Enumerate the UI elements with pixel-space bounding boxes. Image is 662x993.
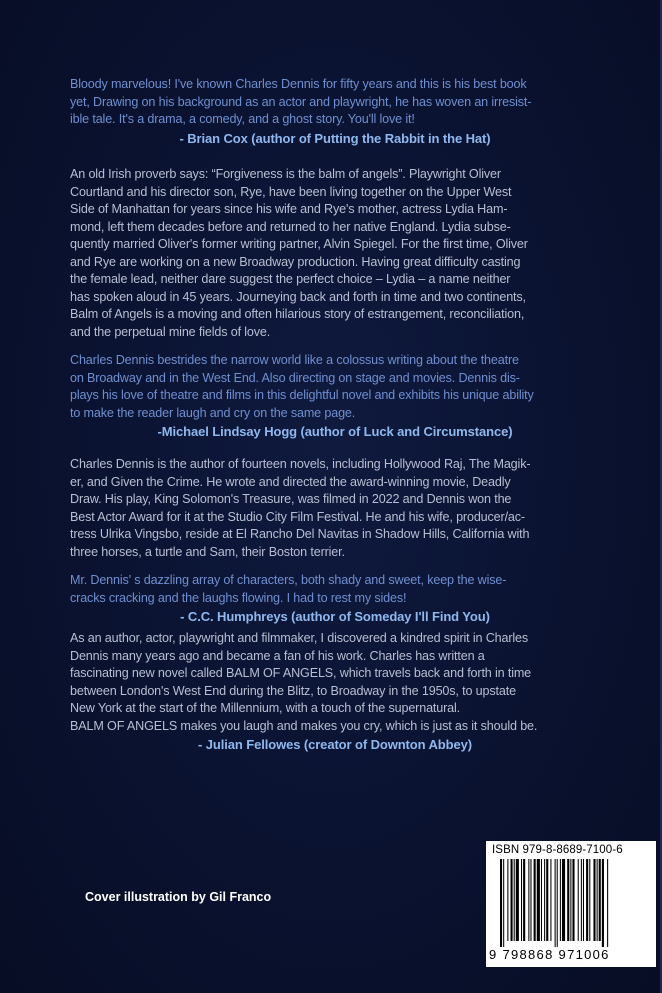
barcode-bar (555, 859, 556, 947)
barcode-bar (507, 859, 508, 941)
description-line: quently married Oliver's former writing partner, Alvin Spiegel. For the first time, Oliver (70, 237, 528, 251)
barcode-bar (528, 859, 529, 941)
description-line: Courtland and his director son, Rye, have been living together on the Upper West (70, 184, 512, 199)
blurb-line: to make the reader laugh and cry on the same page. (70, 405, 356, 420)
barcode-bar (557, 859, 558, 947)
blurb-line: Mr. Dennis' s dazzling array of characters, both shady and sweet, keep the wise- (70, 573, 507, 587)
blurb-line: BALM OF ANGELS makes you laugh and makes you cry, which is just as it should be. (70, 718, 538, 733)
blurb-attribution: - Julian Fellowes (creator of Downton Abbey) (198, 737, 472, 752)
description-line: the female lead, neither dare suggest the perfect choice – Lydia – a name neither (70, 272, 511, 286)
barcode-icon (500, 859, 650, 947)
barcode-digits: 9 798868 971006 (489, 947, 610, 962)
barcode-bar (534, 859, 536, 941)
blurb-line: yet, Drawing on his background as an actor and playwright, he has woven an irresist- (70, 94, 532, 109)
barcode-bar (546, 859, 548, 941)
barcode-bar (562, 859, 565, 941)
isbn-barcode-box (486, 841, 656, 967)
barcode-bar (500, 859, 502, 947)
blurb-line: Bloody marvelous! I've known Charles Dennis for fifty years and this is his best book (70, 77, 527, 91)
blurb-line: Charles Dennis bestrides the narrow world like a colossus writing about the theatre (70, 353, 519, 367)
bio-line: Charles Dennis is the author of fourteen novels, including Hollywood Raj, The Magik- (70, 457, 531, 471)
barcode-bar (511, 859, 513, 941)
barcode-bar (581, 859, 582, 941)
blurb-text (70, 630, 600, 735)
barcode-bar (586, 859, 588, 941)
blurb-text (70, 572, 600, 607)
barcode-bar (530, 859, 531, 941)
blurb-line: fascinating new novel called BALM OF ANGELS, which travels back and forth in time (70, 666, 532, 680)
blurb-line: cracks cracking and the laughs flowing. I had to rest my sides! (70, 590, 407, 605)
description-line: Balm of Angels is a moving and often hilarious story of estrangement, reconciliation, (70, 307, 525, 321)
barcode-bar (567, 859, 569, 941)
barcode-bar (583, 859, 584, 941)
blurb-line: between London's West End during the Blitz, to Broadway in the 1950s, to upstate (70, 683, 516, 698)
book-description (70, 166, 600, 341)
description-line: Side of Manhattan for years since his wife and Rye's mother, actress Lydia Ham- (70, 202, 508, 216)
blurb-michael-lindsay-hogg (70, 352, 600, 441)
barcode-bar (560, 859, 561, 941)
blurb-line: plays his love of theatre and films in this delightful novel and exhibits his unique ability (70, 388, 534, 402)
barcode-bar (544, 859, 545, 941)
barcode-bar (516, 859, 519, 941)
description-line: and the perpetual mine fields of love. (70, 324, 271, 339)
author-bio (70, 456, 600, 561)
blurb-cc-humphreys (70, 572, 600, 626)
blurb-attribution: - Brian Cox (author of Putting the Rabbit in the Hat) (179, 130, 491, 146)
bio-line: three horses, a turtle and Sam, their Boston terrier. (70, 544, 345, 559)
barcode-bar (572, 859, 574, 941)
barcode-bar (541, 859, 542, 941)
barcode-bar (589, 859, 590, 941)
blurb-julian-fellowes (70, 630, 600, 754)
blurb-attribution: - C.C. Humphreys (author of Someday I'll Find You) (180, 609, 490, 624)
barcode-bar (537, 859, 540, 941)
barcode-bar (570, 859, 571, 941)
bio-line: Best Actor Award for it at the Studio City Film Festival. He and his wife, producer/ac- (70, 509, 525, 524)
blurb-line: Dennis many years ago and became a fan of his work. Charles has written a (70, 648, 485, 663)
barcode-bar (521, 859, 522, 941)
barcode-bar (599, 859, 601, 941)
description-text (70, 166, 600, 341)
barcode-bar (593, 859, 595, 941)
blurb-brian-cox (70, 76, 600, 148)
blurb-attribution: -Michael Lindsay Hogg (author of Luck and Circumstance) (157, 424, 513, 439)
blurb-line: As an author, actor, playwright and filmmaker, I discovered a kindred spirit in Charles (70, 631, 529, 645)
bio-line: Draw. His play, King Solomon's Treasure, was filmed in 2022 and Dennis won the (70, 492, 512, 506)
blurb-line: ible tale. It's a drama, a comedy, and a ghost story. You'll love it! (70, 112, 415, 126)
isbn-label: ISBN 979-8-8689-7100-6 (492, 844, 623, 856)
barcode-bar (550, 859, 551, 941)
barcode-bar (523, 859, 525, 941)
bio-line: tress Ulrika Vingsbo, reside at El Rancho Del Navitas in Shadow Hills, California with (70, 527, 530, 541)
barcode-bar (578, 859, 579, 941)
bio-text (70, 456, 600, 561)
blurb-line: on Broadway and in the West End. Also directing on stage and movies. Dennis dis- (70, 370, 520, 385)
blurb-line: New York at the start of the Millennium, with a touch of the supernatural. (70, 701, 461, 715)
bio-line: er, and Given the Crime. He wrote and directed the award-winning movie, Deadly (70, 474, 511, 489)
blurb-text (70, 76, 600, 129)
illustration-credit: Cover illustration by Gil Franco (85, 890, 272, 904)
blurb-text (70, 352, 600, 422)
barcode-bar (514, 859, 515, 941)
description-line: and Rye are working on a new Broadway production. Having great difficulty casting (70, 254, 521, 269)
barcode-bar (607, 859, 608, 947)
barcode-bar (503, 859, 504, 947)
description-line: mond, left them decades before and returned to her native England. Lydia subse- (70, 219, 511, 234)
description-line: An old Irish proverb says: “Forgiveness is the balm of angels”. Playwright Oliver (70, 167, 501, 181)
barcode-bar (597, 859, 598, 941)
description-line: has spoken aloud in 45 years. Journeying back and forth in time and two continents, (70, 289, 526, 304)
barcode-bar (602, 859, 604, 947)
